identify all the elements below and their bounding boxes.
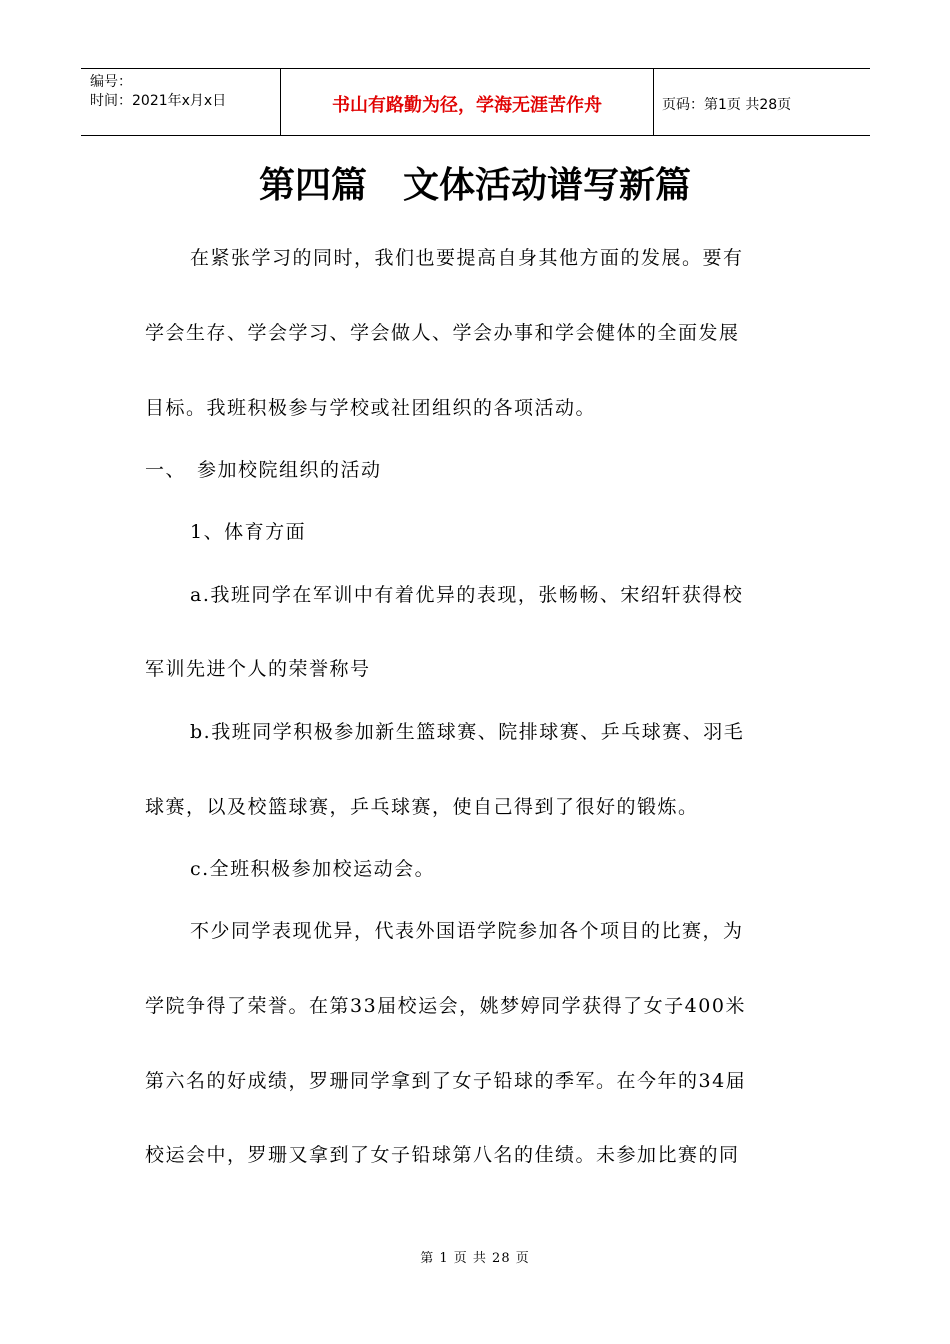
body-line: c.全班积极参加校运动会。 bbox=[190, 858, 436, 880]
header-meta bbox=[81, 69, 281, 135]
body-line: 校运会中，罗珊又拿到了女子铅球第八名的佳绩。未参加比赛的同 bbox=[145, 1144, 740, 1166]
document-header bbox=[81, 68, 870, 136]
subsection-heading: 1、体育方面 bbox=[190, 521, 307, 543]
body-line: 学院争得了荣誉。在第33届校运会，姚梦婷同学获得了女子400米 bbox=[145, 995, 746, 1017]
header-motto: 书山有路勤为径，学海无涯苦作舟 bbox=[281, 69, 654, 135]
time-label: 时间：2021年x月x日 bbox=[90, 93, 227, 109]
body-line: 军训先进个人的荣誉称号 bbox=[145, 658, 371, 680]
body-line: b.我班同学积极参加新生篮球赛、院排球赛、乒乓球赛、羽毛 bbox=[190, 721, 745, 743]
body-line: 目标。我班积极参与学校或社团组织的各项活动。 bbox=[145, 397, 597, 419]
header-page-info: 页码：第1页 共28页 bbox=[662, 97, 792, 113]
body-line: 不少同学表现优异，代表外国语学院参加各个项目的比赛，为 bbox=[190, 920, 744, 942]
number-label: 编号： bbox=[90, 74, 132, 90]
body-line: 学会生存、学会学习、学会做人、学会办事和学会健体的全面发展 bbox=[145, 322, 740, 344]
page-footer: 第 1 页 共 28 页 bbox=[420, 1251, 530, 1266]
body-line: 第六名的好成绩，罗珊同学拿到了女子铅球的季军。在今年的34届 bbox=[145, 1070, 747, 1092]
body-line: 在紧张学习的同时，我们也要提高自身其他方面的发展。要有 bbox=[190, 247, 744, 269]
body-line: a.我班同学在军训中有着优异的表现，张畅畅、宋绍轩获得校 bbox=[190, 584, 744, 606]
section-heading: 一、 参加校院组织的活动 bbox=[145, 459, 382, 481]
page-title: 第四篇 文体活动谱写新篇 bbox=[258, 165, 691, 206]
body-line: 球赛，以及校篮球赛，乒乓球赛，使自己得到了很好的锻炼。 bbox=[145, 796, 699, 818]
